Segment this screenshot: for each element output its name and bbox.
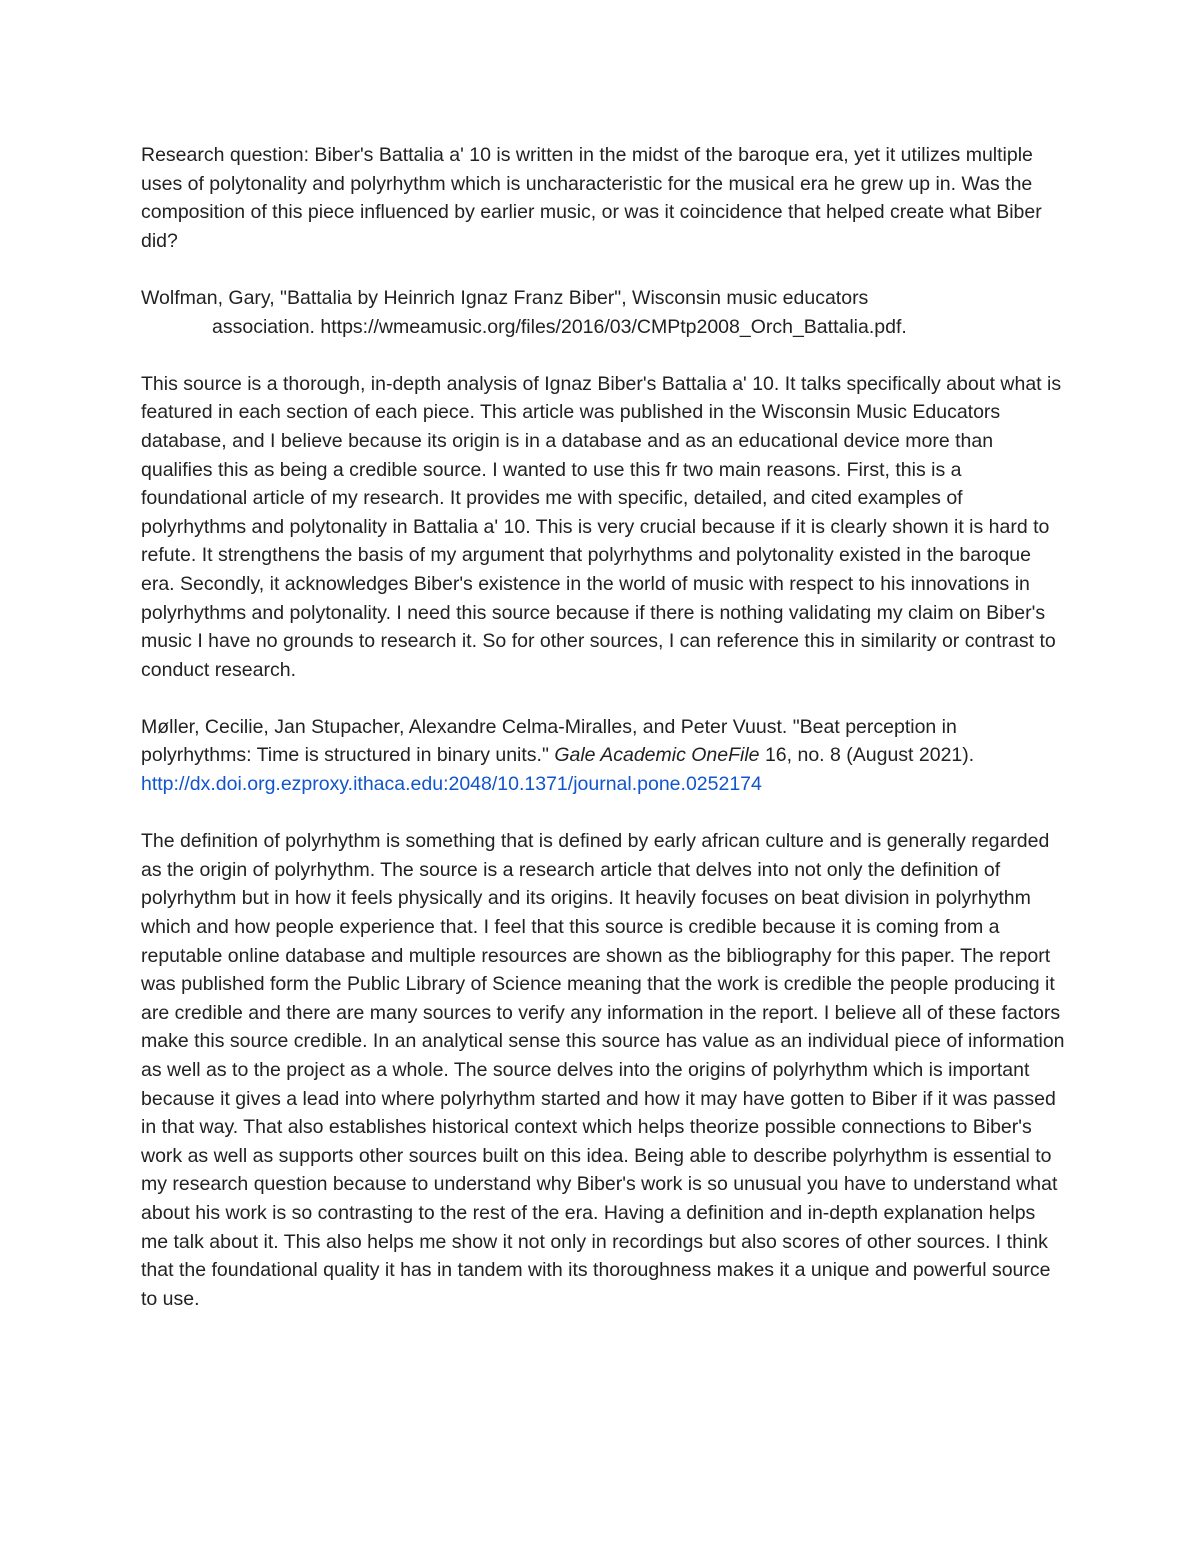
citation-moller-journal: Gale Academic OneFile: [554, 744, 760, 767]
citation-wolfman: [141, 284, 1066, 341]
citation-wolfman-line1: Wolfman, Gary, "Battalia by Heinrich Ignaz Franz Biber", Wisconsin music educators: [141, 286, 869, 309]
citation-moller-details: 16, no. 8 (August 2021).: [759, 744, 975, 767]
annotation-wolfman: This source is a thorough, in-depth analysis of Ignaz Biber's Battalia a' 10. It talks specifically about what is featured in each section of each piece. This article was published in the Wisconsin Music Educators database, and I believe because its origin is in a database and as an educational device more than qualifies this as being a credible source. I wanted to use this fr two main reasons. First, this is a foundational article of my research. It provides me with specific, detailed, and cited examples of polyrhythms and polytonality in Battalia a' 10. This is very crucial because if it is clearly shown it is hard to refute. It strengthens the basis of my argument that polyrhythms and polytonality existed in the baroque era. Secondly, it acknowledges Biber's existence in the world of music with respect to his innovations in polyrhythms and polytonality. I need this source because if there is nothing validating my claim on Biber's music I have no grounds to research it. So for other sources, I can reference this in similarity or contrast to conduct research.: [141, 372, 1062, 681]
citation-moller-authors-title: Møller, Cecilie, Jan Stupacher, Alexandre Celma-Miralles, and Peter Vuust. "Beat perception in polyrhythms: Time is structured in binary units.": [141, 715, 957, 767]
annotation-moller: The definition of polyrhythm is something that is defined by early african culture and is generally regarded as the origin of polyrhythm. The source is a research article that delves into not only the definition of polyrhythm but in how it feels physically and its origins. It heavily focuses on beat division in polyrhythm which and how people experience that. I feel that this source is credible because it is coming from a reputable online database and multiple resources are shown as the bibliography for this paper. The report was published form the Public Library of Science meaning that the work is credible the people producing it are credible and there are many sources to verify any information in the report. I believe all of these factors make this source credible. In an analytical sense this source has value as an individual piece of information as well as to the project as a whole. The source delves into the origins of polyrhythm which is important because it gives a lead into where polyrhythm started and how it may have gotten to Biber if it was passed in that way. That also establishes historical context which helps theorize possible connections to Biber's work as well as supports other sources built on this idea. Being able to describe polyrhythm is essential to my research question because to understand why Biber's work is so unusual you have to understand what about his work is so contrasting to the rest of the era. Having a definition and in-depth explanation helps me talk about it. This also helps me show it not only in recordings but also scores of other sources. I think that the foundational quality it has in tandem with its thoroughness makes it a unique and powerful source to use.: [141, 830, 1065, 1310]
citation-moller-doi-link[interactable]: http://dx.doi.org.ezproxy.ithaca.edu:2048/10.1371/journal.pone.0252174: [141, 773, 762, 796]
document-body: [141, 141, 1066, 1342]
citation-wolfman-line2: association. https://wmeamusic.org/files/2016/03/CMPtp2008_Orch_Battalia.pdf.: [212, 315, 907, 338]
research-question: Research question: Biber's Battalia a' 10 is written in the midst of the baroque era, yet it utilizes multiple uses of polytonality and polyrhythm which is uncharacteristic for the musical era he grew up in. Was the composition of this piece influenced by earlier music, or was it coincidence that helped create what Biber did?: [141, 144, 1042, 252]
citation-moller: [141, 713, 1066, 799]
